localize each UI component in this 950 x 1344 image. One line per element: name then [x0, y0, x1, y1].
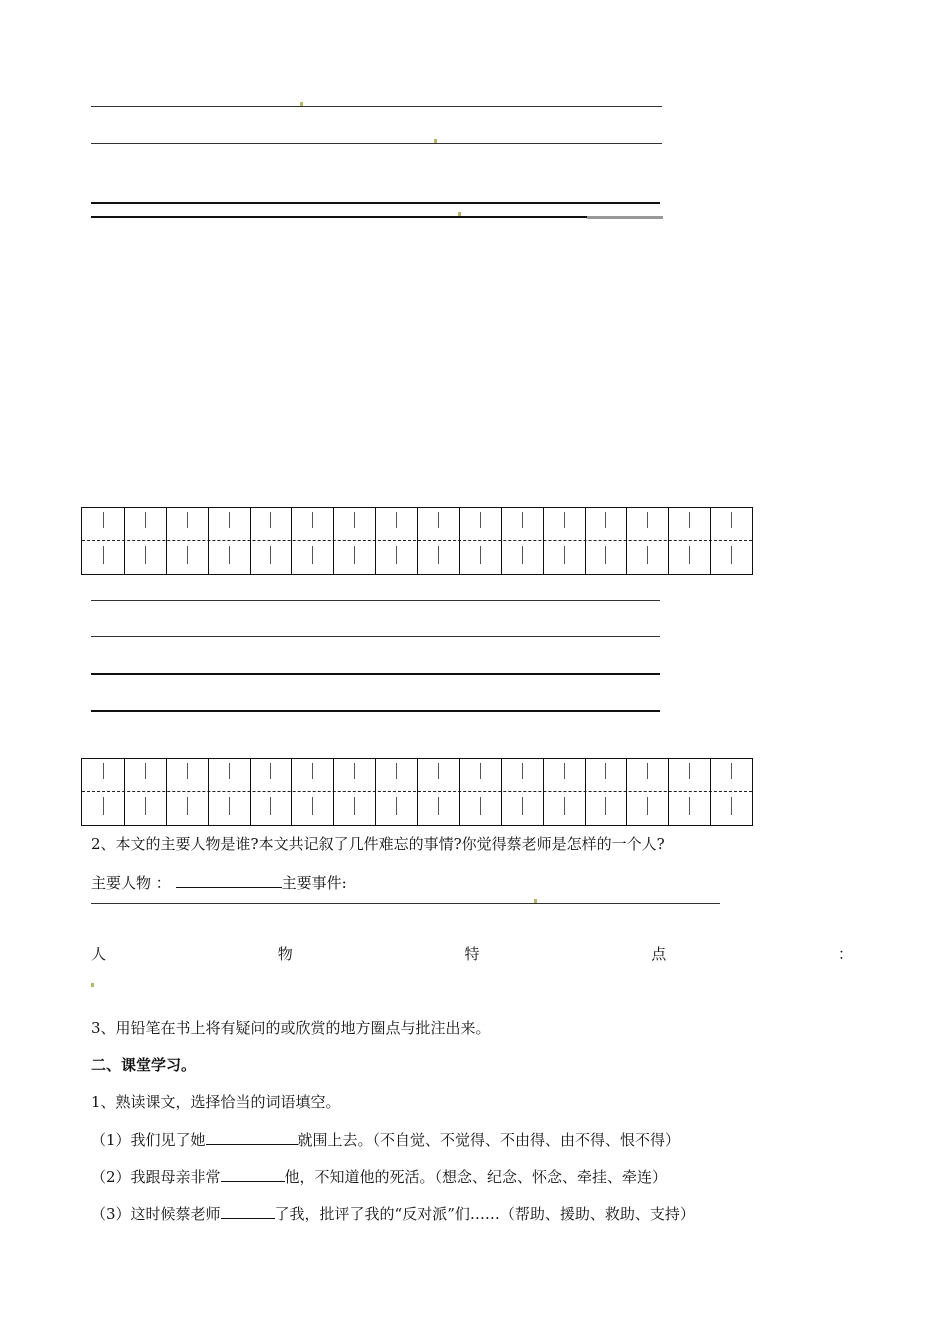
grid-cell-divider	[375, 759, 376, 825]
writing-grid-1[interactable]	[81, 507, 753, 575]
trait-char: 物	[277, 945, 293, 963]
item-prefix: （3）这时候蔡老师	[91, 1205, 221, 1223]
grid-cell-divider	[459, 508, 460, 574]
speck-mark	[458, 212, 461, 216]
exercise-item-1	[91, 1128, 680, 1150]
grid-tick	[647, 763, 648, 779]
fill-blank-1[interactable]	[206, 1128, 298, 1145]
grid-tick	[187, 797, 188, 815]
grid-tick	[354, 546, 355, 564]
answer-line-4	[91, 216, 587, 218]
grid-cell-divider	[543, 508, 544, 574]
grid-cell-divider	[291, 508, 292, 574]
grid-tick	[522, 512, 523, 528]
grid-tick	[438, 546, 439, 564]
item-prefix: （1）我们见了她	[91, 1131, 206, 1149]
grid-tick	[354, 512, 355, 528]
grid-cell-divider	[417, 759, 418, 825]
section-heading	[91, 1055, 196, 1075]
grid-cell-divider	[250, 508, 251, 574]
main-character-row	[91, 871, 347, 893]
question-2: 2、本文的主要人物是谁?本文共记叙了几件难忘的事情?你觉得蔡老师是怎样的一个人?	[91, 835, 665, 853]
grid-tick	[396, 546, 397, 564]
grid-tick	[145, 797, 146, 815]
speck-mark	[434, 139, 437, 143]
grid-tick	[605, 763, 606, 779]
grid-cell-divider	[710, 508, 711, 574]
trait-char: 特	[464, 945, 480, 963]
grid-tick	[647, 797, 648, 815]
writing-grid-2[interactable]	[81, 758, 753, 826]
grid-tick	[564, 512, 565, 528]
grid-tick	[731, 763, 732, 779]
grid-cell-divider	[585, 508, 586, 574]
grid-tick	[522, 546, 523, 564]
grid-tick	[564, 763, 565, 779]
fill-blank-2[interactable]	[221, 1165, 285, 1182]
grid-tick	[438, 763, 439, 779]
grid-cell-divider	[585, 759, 586, 825]
item-suffix: 他，不知道他的死活。（想念、纪念、怀念、牵挂、牵连）	[284, 1168, 668, 1186]
grid-tick	[647, 512, 648, 528]
grid-tick	[187, 546, 188, 564]
grid-tick	[270, 512, 271, 528]
grid-cell-divider	[333, 759, 334, 825]
grid-tick	[605, 546, 606, 564]
answer-line-2	[91, 143, 662, 144]
character-traits-row	[91, 944, 853, 964]
grid-tick	[229, 512, 230, 528]
grid-tick	[312, 546, 313, 564]
answer-line-5	[91, 600, 660, 601]
grid-tick	[229, 797, 230, 815]
grid-tick	[480, 546, 481, 564]
grid-tick	[689, 546, 690, 564]
grid-tick	[689, 512, 690, 528]
grid-tick	[312, 797, 313, 815]
grid-cell-divider	[543, 759, 544, 825]
grid-tick	[605, 797, 606, 815]
grid-cell-divider	[668, 759, 669, 825]
grid-cell-divider	[208, 759, 209, 825]
grid-cell-divider	[124, 508, 125, 574]
trait-char: 点	[651, 945, 667, 963]
exercise-item-2	[91, 1165, 667, 1187]
grid-tick	[103, 512, 104, 528]
grid-tick	[438, 797, 439, 815]
grid-cell-divider	[250, 759, 251, 825]
speck-mark	[534, 899, 537, 903]
answer-line-3	[91, 202, 660, 204]
answer-line-8	[91, 710, 660, 712]
grid-cell-divider	[626, 508, 627, 574]
grid-tick	[270, 763, 271, 779]
fill-blank-3[interactable]	[221, 1202, 275, 1219]
grid-tick	[689, 763, 690, 779]
grid-tick	[396, 512, 397, 528]
grid-tick	[731, 797, 732, 815]
grid-cell-divider	[417, 508, 418, 574]
grid-cell-divider	[333, 508, 334, 574]
grid-tick	[354, 797, 355, 815]
main-events-label: 主要事件:	[281, 874, 347, 892]
grid-tick	[145, 763, 146, 779]
grid-tick	[270, 546, 271, 564]
grid-tick	[103, 763, 104, 779]
grid-tick	[103, 797, 104, 815]
grid-cell-divider	[375, 508, 376, 574]
trait-colon: ：	[837, 945, 853, 963]
main-events-line	[91, 903, 720, 904]
item-suffix: 就围上去。（不自觉、不觉得、不由得、由不得、恨不得）	[297, 1131, 681, 1149]
main-character-label: 主要人物 ：	[91, 874, 171, 892]
grid-cell-divider	[459, 759, 460, 825]
grid-tick	[564, 546, 565, 564]
exercise-item-3	[91, 1202, 695, 1224]
item-suffix: 了我，批评了我的“反对派”们……（帮助、援助、救助、支持）	[274, 1205, 695, 1223]
grid-cell-divider	[668, 508, 669, 574]
grid-tick	[731, 512, 732, 528]
grid-tick	[229, 546, 230, 564]
speck-mark	[91, 983, 94, 987]
grid-tick	[647, 546, 648, 564]
grid-tick	[229, 763, 230, 779]
grid-tick	[480, 797, 481, 815]
grid-cell-divider	[208, 508, 209, 574]
grid-tick	[438, 512, 439, 528]
grid-cell-divider	[166, 508, 167, 574]
grid-tick	[564, 797, 565, 815]
grid-tick	[480, 512, 481, 528]
grid-cell-divider	[291, 759, 292, 825]
grid-tick	[103, 546, 104, 564]
grid-cell-divider	[124, 759, 125, 825]
section-heading-text: 二、课堂学习。	[91, 1056, 197, 1074]
grid-cell-divider	[166, 759, 167, 825]
grid-tick	[354, 763, 355, 779]
exercise-1-instruction: 1、熟读课文，选择恰当的词语填空。	[91, 1093, 341, 1111]
grid-tick	[480, 763, 481, 779]
grid-tick	[731, 546, 732, 564]
grid-tick	[312, 763, 313, 779]
grid-tick	[187, 512, 188, 528]
grid-tick	[522, 763, 523, 779]
question-3: 3、用铅笔在书上将有疑问的或欣赏的地方圈点与批注出来。	[91, 1019, 491, 1037]
grid-tick	[396, 797, 397, 815]
trait-char: 人	[91, 945, 107, 963]
answer-line-4-tail	[587, 216, 663, 219]
answer-line-1	[91, 106, 662, 107]
answer-line-6	[91, 636, 660, 637]
grid-tick	[522, 797, 523, 815]
grid-cell-divider	[501, 759, 502, 825]
grid-tick	[270, 797, 271, 815]
grid-tick	[689, 797, 690, 815]
grid-tick	[312, 512, 313, 528]
main-character-blank[interactable]	[176, 871, 282, 888]
grid-tick	[187, 763, 188, 779]
grid-tick	[396, 763, 397, 779]
grid-tick	[605, 512, 606, 528]
grid-cell-divider	[501, 508, 502, 574]
speck-mark	[300, 102, 303, 106]
grid-cell-divider	[626, 759, 627, 825]
item-prefix: （2）我跟母亲非常	[91, 1168, 221, 1186]
grid-tick	[145, 546, 146, 564]
grid-cell-divider	[710, 759, 711, 825]
grid-tick	[145, 512, 146, 528]
answer-line-7	[91, 673, 660, 675]
